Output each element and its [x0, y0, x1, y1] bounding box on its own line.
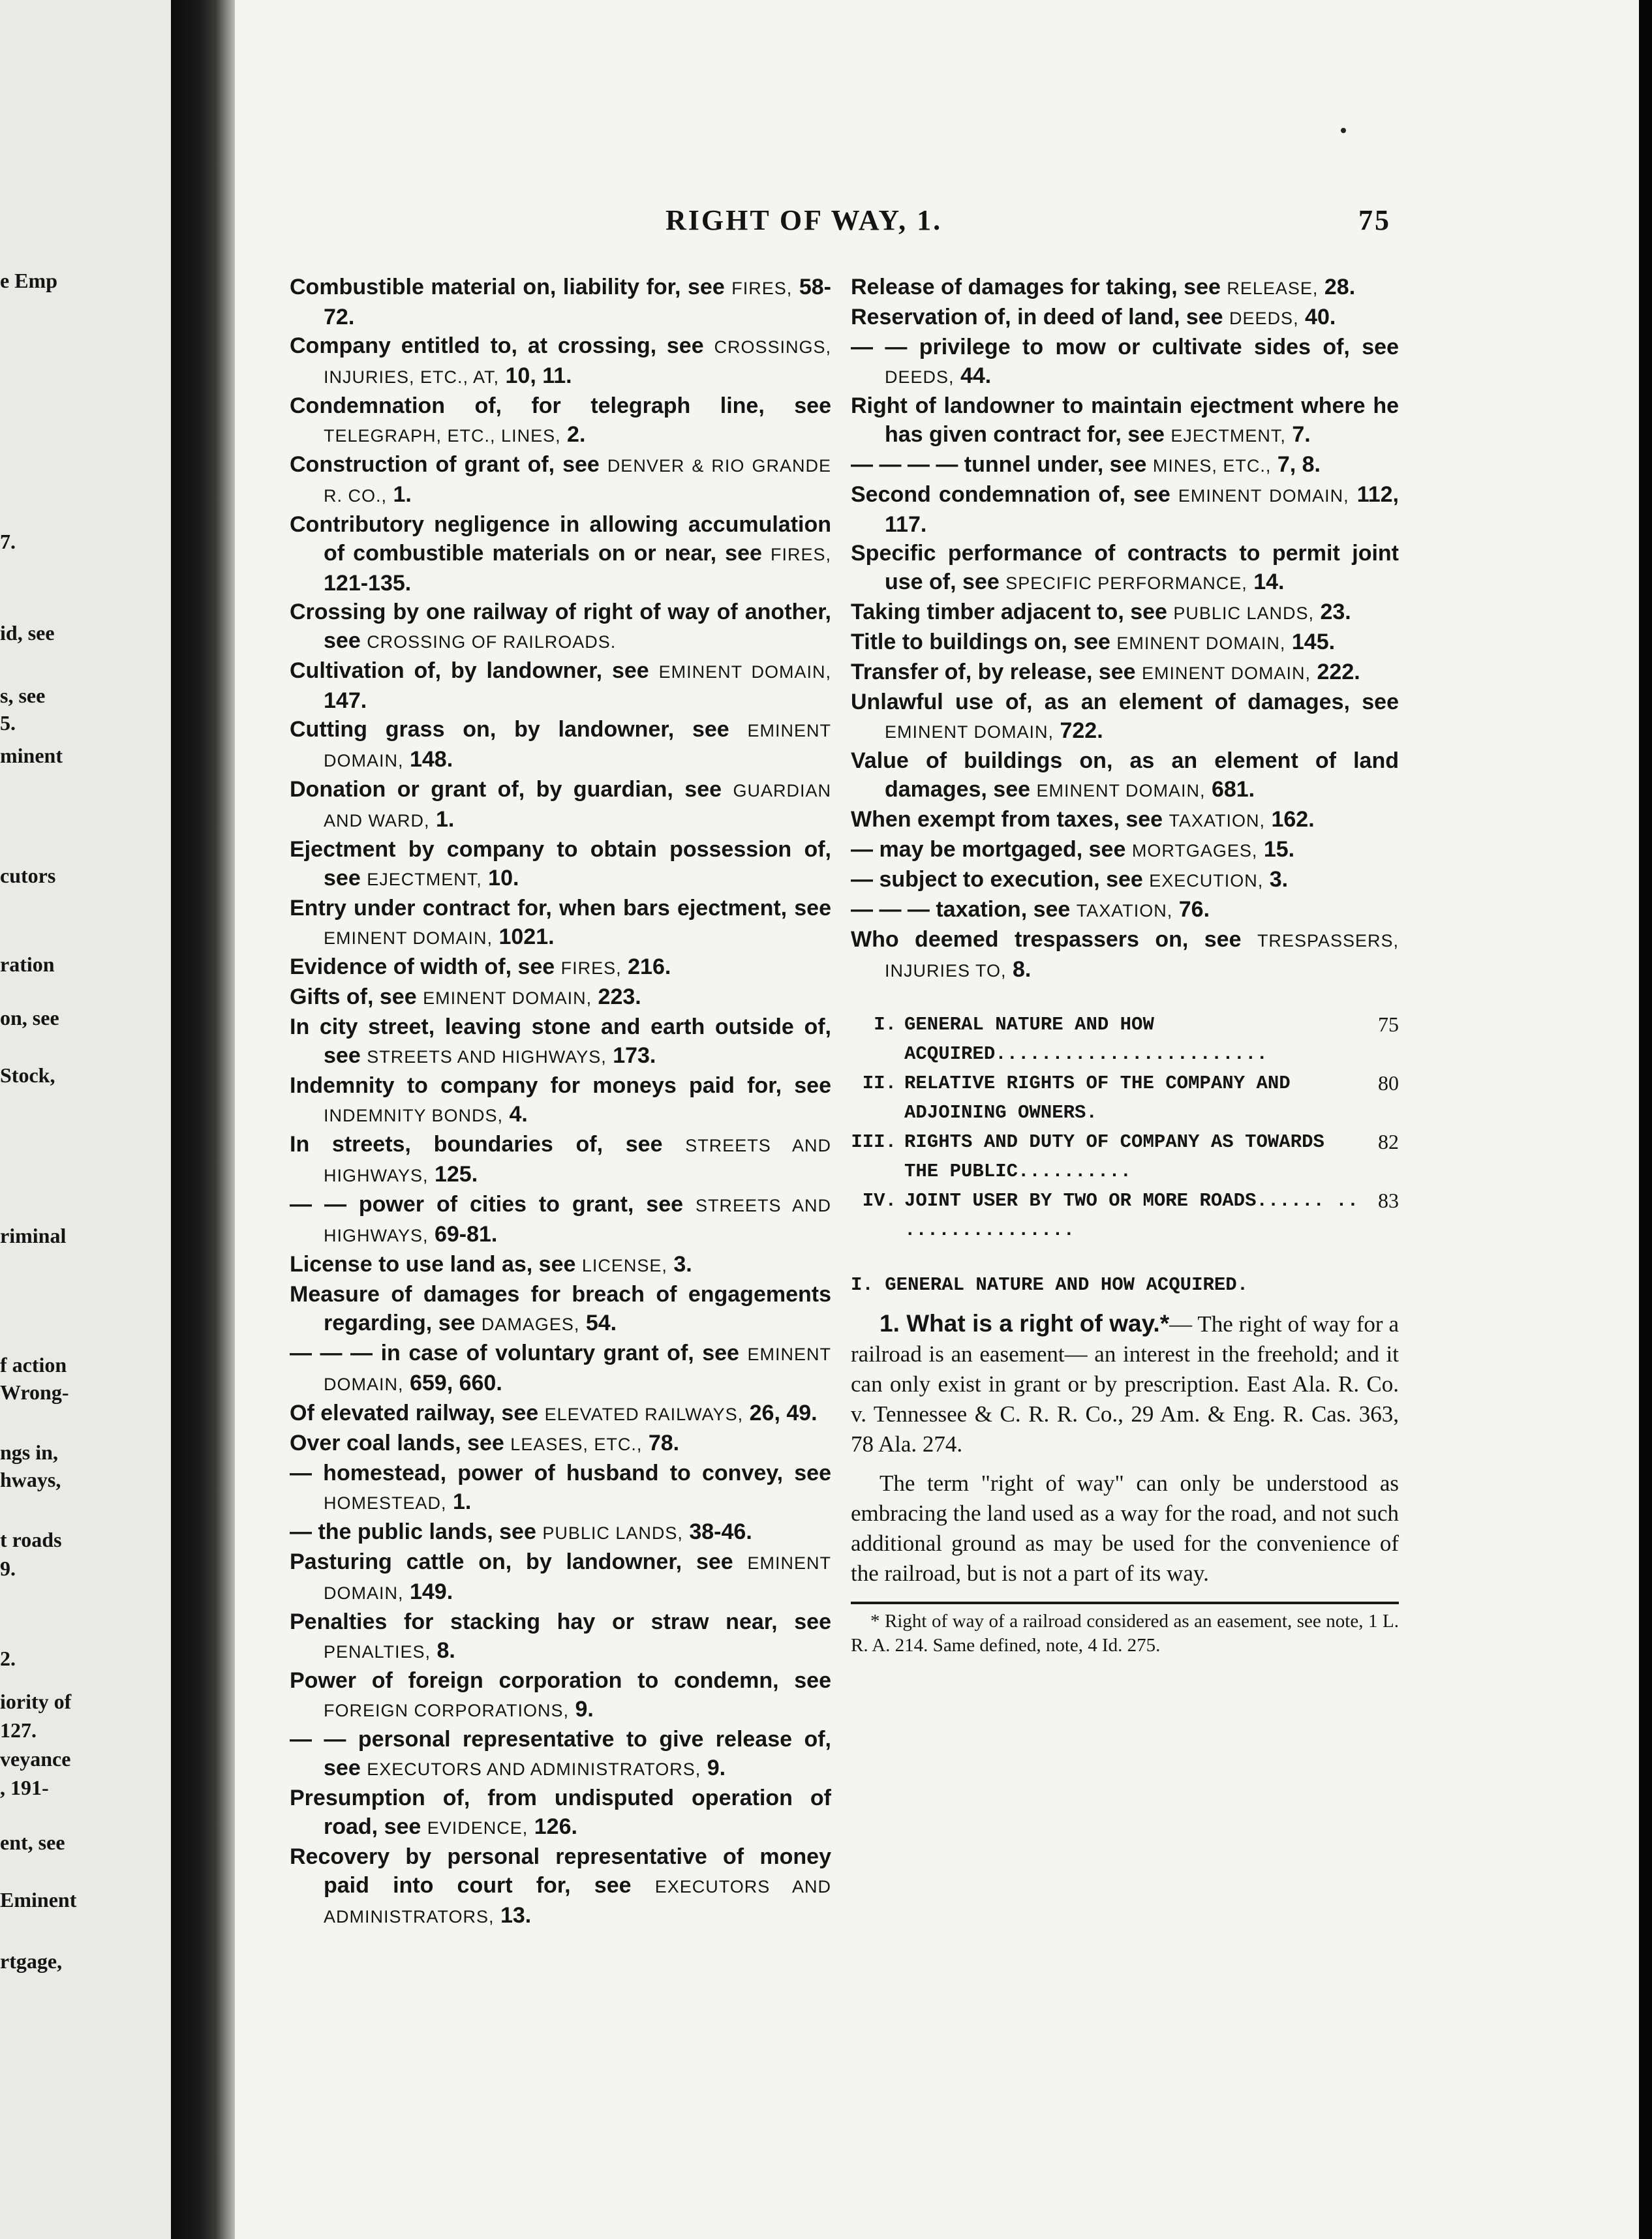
entry-text: Presumption of, from undisputed operation of road, see: [290, 1786, 831, 1839]
entry-reference: INDEMNITY BONDS,: [324, 1106, 504, 1125]
entry-section-number: 78.: [648, 1431, 680, 1455]
footnote-rule: [851, 1602, 1399, 1604]
facing-page-fragment: minent: [0, 744, 63, 767]
entry-reference: EMINENT DOMAIN,: [423, 988, 592, 1008]
page-number: 75: [1358, 204, 1391, 236]
index-entry: [290, 1517, 831, 1547]
entry-section-number: 148.: [409, 747, 453, 772]
entry-reference: FIRES,: [771, 545, 832, 564]
entry-section-number: 69-81.: [434, 1222, 498, 1247]
entry-text: Second condemnation of, see: [851, 482, 1170, 507]
index-entry: [851, 273, 1399, 303]
contents-row: [851, 1010, 1399, 1069]
contents-title: JOINT USER BY TWO OR MORE ROADS...... .. ...............: [904, 1190, 1359, 1241]
entry-text: Gifts of, see: [290, 984, 417, 1009]
entry-section-number: 145.: [1291, 630, 1336, 654]
entry-section-number: 223.: [598, 984, 641, 1009]
index-entry: [290, 1784, 831, 1842]
entry-reference: TRESPASSERS, INJURIES TO,: [885, 931, 1399, 981]
entry-text: In city street, leaving stone and earth outside of, see: [290, 1014, 831, 1068]
entry-reference: EMINENT DOMAIN,: [1036, 781, 1206, 800]
entry-text: Recovery by personal representative of money paid into court for, see: [290, 1844, 831, 1898]
index-entry: [851, 333, 1399, 391]
running-header: RIGHT OF WAY, 1.: [665, 204, 943, 236]
entry-text: Cultivation of, by landowner, see: [290, 658, 649, 683]
entry-reference: FIRES,: [731, 279, 793, 298]
index-entry: [851, 925, 1399, 985]
entry-reference: STREETS AND HIGHWAYS,: [324, 1136, 831, 1185]
index-entry: [851, 746, 1399, 805]
index-entry: [290, 1429, 831, 1459]
entry-section-number: 15.: [1263, 837, 1295, 862]
entry-reference: MORTGAGES,: [1131, 841, 1258, 861]
entry-reference: DEEDS,: [1229, 309, 1299, 328]
contents-page: 75: [1378, 1013, 1399, 1036]
entry-reference: CROSSINGS, INJURIES, ETC., AT,: [324, 337, 832, 387]
entry-reference: TAXATION,: [1076, 901, 1173, 921]
entry-text: Right of landowner to maintain ejectment where he has given contract for, see: [851, 393, 1399, 447]
facing-page-fragment: Eminent: [0, 1888, 77, 1912]
entry-text: Penalties for stacking hay or straw near, see: [290, 1609, 831, 1634]
entry-text: Who deemed trespassers on, see: [851, 927, 1242, 952]
entry-text: Transfer of, by release, see: [851, 660, 1136, 684]
facing-page-fragment: 7.: [0, 530, 16, 553]
facing-page-fragment: e Emp: [0, 269, 57, 292]
index-column-right: [851, 273, 1399, 1658]
entry-section-number: 9.: [707, 1756, 726, 1780]
facing-page-fragment: s, see: [0, 684, 46, 707]
entry-section-number: 149.: [409, 1579, 453, 1604]
entry-reference: EXECUTION,: [1149, 871, 1264, 891]
index-entry: [290, 1190, 831, 1250]
speck: [1341, 128, 1346, 133]
entry-text: Over coal lands, see: [290, 1431, 504, 1455]
entry-text: Construction of grant of, see: [290, 452, 600, 477]
entry-text: Condemnation of, for telegraph line, see: [290, 393, 831, 418]
entry-text: Crossing by one railway of right of way of another, see: [290, 600, 831, 653]
entry-reference: EMINENT DOMAIN,: [324, 928, 493, 948]
entry-reference: EMINENT DOMAIN,: [324, 721, 831, 770]
index-entry: [290, 656, 831, 715]
index-entry: [290, 1013, 831, 1071]
entry-section-number: 23.: [1320, 600, 1351, 624]
entry-text: — — power of cities to grant, see: [290, 1192, 684, 1217]
index-entry: [290, 1399, 831, 1429]
entry-text: Company entitled to, at crossing, see: [290, 333, 704, 358]
index-entry: [290, 450, 831, 510]
entry-text: — — personal representative to give release of, see: [290, 1727, 831, 1780]
contents-title: GENERAL NATURE AND HOW ACQUIRED........................: [904, 1014, 1268, 1065]
index-entry: [290, 1459, 831, 1517]
entry-section-number: 659, 660.: [409, 1371, 502, 1395]
facing-page-fragment: f action: [0, 1353, 67, 1377]
entry-reference: DENVER & RIO GRANDE R. CO.,: [324, 456, 831, 506]
entry-reference: HOMESTEAD,: [324, 1493, 447, 1513]
entry-section-number: 10.: [488, 866, 519, 891]
entry-reference: TAXATION,: [1169, 811, 1266, 830]
paragraph: The term "right of way" can only be understood as embracing the land used as a way for the road, and not such additional ground as may be used for the convenience of the railroad, but is not a part of its way.: [851, 1470, 1399, 1586]
index-entry: [290, 1725, 831, 1784]
entry-text: Unlawful use of, as an element of damages, see: [851, 690, 1399, 714]
contents-numeral: IV.: [862, 1190, 896, 1211]
entry-section-number: 1.: [452, 1489, 472, 1514]
index-entry: [851, 805, 1399, 835]
facing-page-fragment: Wrong-: [0, 1380, 69, 1404]
entry-text: Donation or grant of, by guardian, see: [290, 777, 722, 802]
index-entry: [851, 628, 1399, 658]
index-entry: [851, 480, 1399, 539]
contents-row: [851, 1127, 1399, 1186]
entry-section-number: 7, 8.: [1277, 452, 1321, 477]
contents-title: RIGHTS AND DUTY OF COMPANY AS TOWARDS THE PUBLIC..........: [904, 1131, 1324, 1182]
entry-section-number: 7.: [1292, 422, 1311, 447]
entry-section-number: 8.: [1013, 957, 1032, 982]
entry-section-number: 76.: [1178, 897, 1210, 922]
entry-reference: EMINENT DOMAIN,: [885, 722, 1054, 742]
entry-reference: STREETS AND HIGHWAYS,: [324, 1196, 832, 1245]
index-entry: [290, 1250, 831, 1280]
facing-page-fragment: cutors: [0, 864, 56, 887]
entry-section-number: 126.: [534, 1814, 577, 1839]
entry-section-number: 1021.: [498, 924, 555, 949]
entry-reference: FIRES,: [560, 958, 622, 978]
entry-text: Evidence of width of, see: [290, 954, 555, 979]
index-entry: [851, 303, 1399, 333]
entry-text: Title to buildings on, see: [851, 630, 1110, 654]
entry-reference: EMINENT DOMAIN,: [1142, 663, 1311, 683]
footnote: * Right of way of a railroad considered as an easement, see note, 1 L. R. A. 214. Same defined, note, 4 Id. 275.: [851, 1611, 1399, 1656]
entry-reference: TELEGRAPH, ETC., LINES,: [324, 426, 561, 446]
index-entry: [290, 598, 831, 656]
book-gutter: [171, 0, 235, 2239]
entry-section-number: 1.: [393, 482, 412, 507]
contents-page: 83: [1378, 1189, 1399, 1212]
facing-page-fragment: on, see: [0, 1006, 59, 1029]
entry-reference: LEASES, ETC.,: [510, 1435, 643, 1454]
facing-page: [0, 0, 171, 2239]
contents-numeral: II.: [862, 1073, 896, 1094]
index-entry: [851, 688, 1399, 746]
paragraph-lead: 1. What is a right of way.*: [880, 1310, 1170, 1337]
contents-page: 80: [1378, 1071, 1399, 1095]
entry-text: License to use land as, see: [290, 1252, 576, 1277]
entry-text: Release of damages for taking, see: [851, 275, 1221, 299]
index-entry: [290, 1666, 831, 1725]
index-entry: [290, 1071, 831, 1130]
entry-reference: CROSSING OF RAILROADS.: [367, 632, 617, 652]
entry-reference: EMINENT DOMAIN,: [324, 1345, 831, 1394]
index-entry: [290, 331, 831, 391]
contents-row: [851, 1069, 1399, 1127]
entry-text: Taking timber adjacent to, see: [851, 600, 1167, 624]
entry-text: Contributory negligence in allowing accumulation of combustible materials on or near, see: [290, 512, 831, 566]
index-column-left: [290, 273, 831, 1931]
entry-reference: STREETS AND HIGHWAYS,: [367, 1047, 607, 1067]
entry-reference: MINES, ETC.,: [1152, 456, 1272, 476]
entry-text: — — privilege to mow or cultivate sides of, see: [851, 335, 1399, 359]
entry-reference: DAMAGES,: [481, 1315, 580, 1334]
entry-section-number: 4.: [509, 1102, 528, 1127]
index-entry: [290, 1607, 831, 1666]
facing-page-fragment: 127.: [0, 1718, 37, 1742]
entry-section-number: 1.: [435, 807, 455, 832]
index-entry: [290, 952, 831, 982]
index-entry: [851, 835, 1399, 865]
paragraph: [851, 1309, 1399, 1459]
index-entry: [290, 894, 831, 952]
entry-text: Measure of damages for breach of engagements regarding, see: [290, 1282, 831, 1335]
facing-page-fragment: t roads: [0, 1528, 62, 1551]
index-entry: [290, 1280, 831, 1339]
entry-section-number: 44.: [960, 363, 992, 388]
entry-text: — homestead, power of husband to convey, see: [290, 1461, 831, 1485]
entry-section-number: 173.: [613, 1043, 656, 1068]
entry-reference: EMINENT DOMAIN,: [324, 1553, 832, 1603]
facing-page-fragment: iority of: [0, 1690, 72, 1713]
entry-reference: PUBLIC LANDS,: [542, 1523, 683, 1543]
index-entry: [851, 598, 1399, 628]
entry-text: — may be mortgaged, see: [851, 837, 1126, 862]
index-entry: [290, 1842, 831, 1931]
entry-reference: RELEASE,: [1227, 279, 1319, 298]
index-entry: [290, 273, 831, 331]
entry-section-number: 26, 49.: [749, 1401, 818, 1425]
entry-text: — subject to execution, see: [851, 867, 1143, 892]
index-entry: [290, 715, 831, 775]
entry-text: Reservation of, in deed of land, see: [851, 305, 1223, 329]
facing-page-fragment: Stock,: [0, 1063, 55, 1087]
entry-section-number: 13.: [500, 1903, 532, 1928]
entry-text: Value of buildings on, as an element of land damages, see: [851, 748, 1399, 802]
index-entry: [290, 510, 831, 598]
index-entry: [851, 658, 1399, 688]
entry-text: Of elevated railway, see: [290, 1401, 539, 1425]
entry-reference: EJECTMENT,: [367, 870, 482, 889]
entry-reference: ELEVATED RAILWAYS,: [544, 1405, 744, 1424]
entry-reference: EVIDENCE,: [427, 1818, 528, 1838]
entry-text: In streets, boundaries of, see: [290, 1132, 663, 1157]
entry-reference: EMINENT DOMAIN,: [1178, 486, 1349, 506]
entry-section-number: 40.: [1305, 305, 1336, 329]
entry-section-number: 38-46.: [689, 1519, 752, 1544]
contents-page: 82: [1378, 1130, 1399, 1153]
index-entry: [290, 391, 831, 450]
contents-numeral: III.: [851, 1131, 896, 1153]
entry-section-number: 147.: [324, 688, 367, 713]
entry-reference: EXECUTORS AND ADMINISTRATORS,: [367, 1759, 701, 1779]
entry-section-number: 681.: [1211, 777, 1255, 802]
entry-reference: FOREIGN CORPORATIONS,: [324, 1701, 570, 1720]
index-entry: [290, 1130, 831, 1190]
index-entry: [290, 1339, 831, 1399]
entry-section-number: 112, 117.: [885, 482, 1400, 537]
entry-reference: EMINENT DOMAIN,: [1116, 633, 1286, 653]
page-edge: [1639, 0, 1652, 2239]
index-entry: [851, 391, 1399, 450]
entry-reference: SPECIFIC PERFORMANCE,: [1005, 573, 1247, 593]
entry-reference: DEEDS,: [885, 367, 955, 387]
index-entry: [851, 539, 1399, 598]
entry-text: — — — — tunnel under, see: [851, 452, 1147, 477]
entry-section-number: 3.: [673, 1252, 692, 1277]
facing-page-fragment: ent, see: [0, 1831, 65, 1854]
entry-text: — — — taxation, see: [851, 897, 1071, 922]
entry-section-number: 3.: [1269, 867, 1289, 892]
entry-text: Cutting grass on, by landowner, see: [290, 717, 729, 742]
entry-reference: LICENSE,: [581, 1256, 667, 1275]
entry-section-number: 8.: [436, 1638, 455, 1663]
entry-section-number: 216.: [628, 954, 671, 979]
entry-section-number: 58-72.: [324, 275, 831, 329]
entry-text: Pasturing cattle on, by landowner, see: [290, 1549, 733, 1574]
contents-row: [851, 1186, 1399, 1245]
entry-section-number: 28.: [1324, 275, 1356, 299]
entry-text: Indemnity to company for moneys paid for, see: [290, 1073, 831, 1098]
entry-text: — — — in case of voluntary grant of, see: [290, 1341, 739, 1365]
entry-section-number: 10, 11.: [505, 363, 572, 388]
index-entry: [851, 895, 1399, 925]
section-contents: [851, 1010, 1399, 1245]
facing-page-fragment: veyance: [0, 1747, 71, 1771]
entry-text: Power of foreign corporation to condemn, see: [290, 1668, 831, 1693]
facing-page-fragment: 2.: [0, 1647, 16, 1670]
entry-text: Ejectment by company to obtain possession of, see: [290, 837, 831, 891]
entry-section-number: 222.: [1317, 660, 1360, 684]
facing-page-fragment: riminal: [0, 1224, 67, 1247]
facing-page-fragment: , 191-: [0, 1776, 49, 1799]
entry-section-number: 14.: [1253, 570, 1285, 594]
entry-section-number: 54.: [585, 1311, 617, 1335]
entry-reference: GUARDIAN AND WARD,: [324, 781, 831, 830]
entry-reference: EJECTMENT,: [1170, 426, 1286, 446]
entry-reference: EXECUTORS AND ADMINISTRATORS,: [324, 1877, 832, 1927]
entry-text: Combustible material on, liability for, see: [290, 275, 725, 299]
facing-page-fragment: hways,: [0, 1468, 61, 1491]
entry-section-number: 162.: [1271, 807, 1315, 832]
index-entry: [290, 982, 831, 1013]
index-entry: [290, 775, 831, 835]
entry-text: Entry under contract for, when bars ejectment, see: [290, 896, 831, 921]
section-heading: I. GENERAL NATURE AND HOW ACQUIRED.: [851, 1274, 1249, 1296]
entry-text: When exempt from taxes, see: [851, 807, 1163, 832]
facing-page-fragment: id, see: [0, 621, 55, 645]
facing-page-fragment: ration: [0, 952, 55, 976]
entry-reference: EMINENT DOMAIN,: [658, 662, 832, 682]
entry-section-number: 121-135.: [324, 571, 412, 596]
entry-text: Specific performance of contracts to permit joint use of, see: [851, 541, 1399, 594]
index-entry: [851, 450, 1399, 480]
index-entry: [851, 865, 1399, 895]
entry-reference: PENALTIES,: [324, 1642, 431, 1662]
index-entry: [290, 835, 831, 894]
entry-reference: PUBLIC LANDS,: [1173, 603, 1314, 623]
entry-section-number: 9.: [575, 1697, 594, 1722]
facing-page-fragment: rtgage,: [0, 1949, 63, 1973]
facing-page-fragment: 5.: [0, 711, 16, 735]
paragraph-text: — The right of way for a railroad is an easement— an interest in the freehold; and it can only exist in grant or by prescription. East Ala. R. Co. v. Tennessee & C. R. R. Co., 29 Am. & Eng. R. Cas. 363, 78 Ala. 274.: [851, 1311, 1399, 1457]
contents-numeral: I.: [874, 1014, 896, 1035]
entry-section-number: 722.: [1060, 718, 1103, 743]
contents-title: RELATIVE RIGHTS OF THE COMPANY AND ADJOINING OWNERS.: [904, 1073, 1291, 1123]
index-entry: [290, 1547, 831, 1607]
facing-page-fragment: ngs in,: [0, 1440, 58, 1464]
entry-section-number: 125.: [434, 1162, 478, 1187]
entry-text: — the public lands, see: [290, 1519, 536, 1544]
entry-section-number: 2.: [567, 422, 586, 447]
facing-page-fragment: 9.: [0, 1557, 16, 1580]
